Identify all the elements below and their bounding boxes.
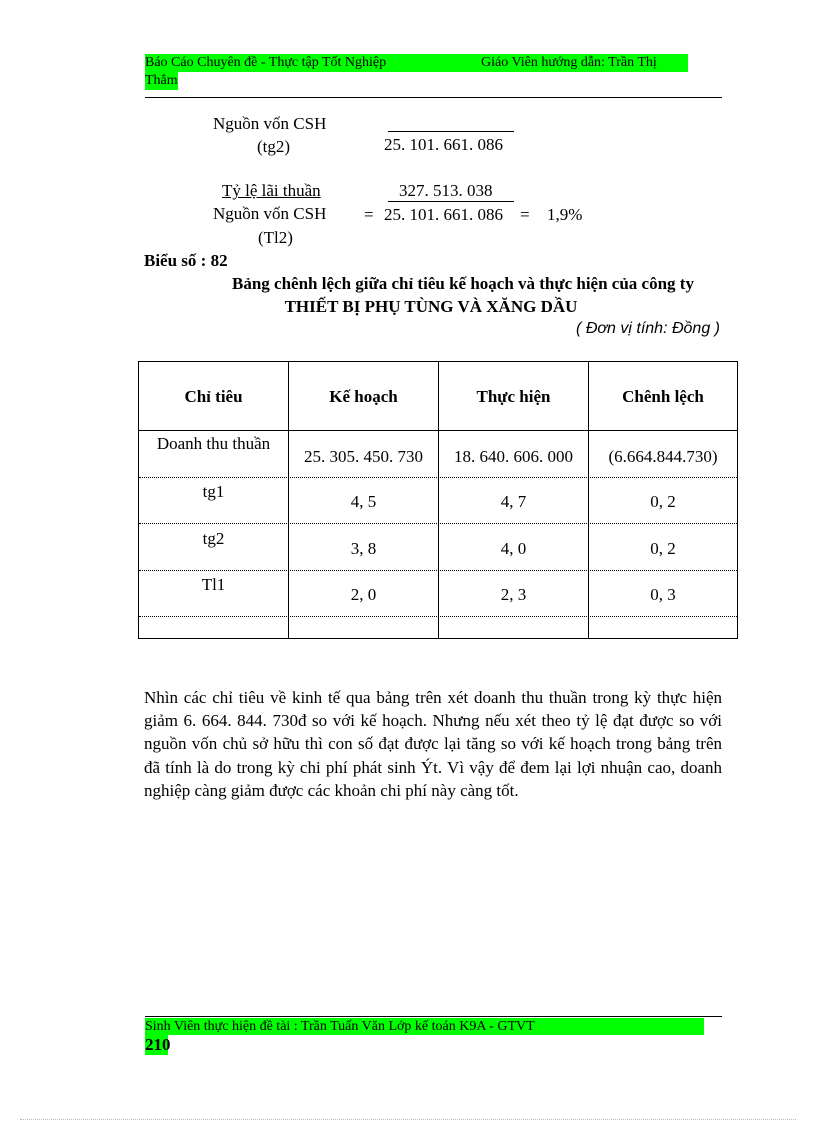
table-cell: 18. 640. 606. 000	[454, 447, 573, 466]
formula2-fraction-bar	[388, 201, 514, 202]
formula2-result: 1,9%	[547, 205, 583, 224]
formula1-name: (tg2)	[257, 137, 291, 156]
header-left-text: Báo Cáo Chuyên đề - Thực tập Tốt Nghiệp	[145, 55, 387, 70]
table-cell: (6.664.844.730)	[608, 447, 718, 466]
table-cell: 4, 7	[500, 492, 527, 511]
footer-text: Sinh Viên thực hiện đề tài : Trần Tuấn Văn Lớp kế toán K9A - GTVT	[145, 1018, 704, 1035]
formula2-equals1: =	[364, 205, 374, 224]
formula2-numerator-value: 327. 513. 038	[399, 181, 493, 200]
table-cell: Doanh thu thuần	[156, 434, 271, 453]
footer-rule	[145, 1016, 722, 1017]
row-divider	[139, 523, 737, 524]
table-cell: 4, 0	[500, 539, 527, 558]
header-rule	[145, 97, 722, 98]
table-label: Biểu số : 82	[144, 251, 228, 270]
table-cell: 2, 0	[350, 585, 377, 604]
table-cell: 3, 8	[350, 539, 377, 558]
formula2-name: (Tl2)	[258, 228, 293, 247]
table-cell: tg1	[202, 482, 225, 501]
formula2-equals2: =	[520, 205, 530, 224]
table-cell: 0, 3	[650, 585, 676, 604]
table-title-line2: THIẾT BỊ PHỤ TÙNG VÀ XĂNG DẦU	[284, 297, 578, 316]
table-header: Chênh lệch	[622, 387, 704, 406]
formula1-denominator-value: 25. 101. 661. 086	[384, 135, 503, 154]
table-header: Chỉ tiêu	[184, 387, 243, 406]
table-cell: 4, 5	[350, 492, 377, 511]
header-right-text: Giáo Viên hướng dẫn: Trần Thị	[481, 55, 657, 70]
table-cell: 25. 305. 450. 730	[304, 447, 423, 466]
header-right-text-cont: Thắm	[145, 73, 178, 88]
formula2-numerator-label: Tỷ lệ lãi thuần	[222, 181, 321, 200]
page-number: 210	[145, 1035, 171, 1054]
table-title-line1: Bảng chênh lệch giữa chỉ tiêu kế hoạch và thực hiện của công ty	[232, 274, 694, 293]
formula2-denominator-value: 25. 101. 661. 086	[384, 205, 503, 224]
table-header: Thực hiện	[476, 387, 551, 406]
table-cell: 0, 2	[650, 539, 676, 558]
row-divider	[139, 477, 737, 478]
header-divider	[139, 430, 737, 431]
formula1-denominator-label: Nguồn vốn CSH	[213, 114, 327, 133]
formula2-denominator-label: Nguồn vốn CSH	[213, 204, 327, 223]
body-paragraph: Nhìn các chỉ tiêu về kinh tế qua bảng trên xét doanh thu thuần trong kỳ thực hiện giảm 6. 664. 844. 730đ so với kế hoạch. Nhưng nếu xét theo tỷ lệ đạt được so với nguồn vốn chủ sở hữu thì con số đạt được lại tăng so với kế hoạch trong bảng trên đã tính là do trong kỳ chi phí phát sinh Ýt. Vì vậy để đem lại lợi nhuận cao, doanh nghiệp càng giảm được các khoản chi phí này càng tốt.	[144, 688, 722, 800]
page-edge	[20, 1119, 796, 1120]
table-cell: 2, 3	[500, 585, 527, 604]
header-line	[145, 54, 688, 72]
comparison-table	[138, 361, 738, 639]
table-header: Kế hoạch	[329, 387, 398, 406]
table-cell: 0, 2	[650, 492, 676, 511]
table-cell: tg2	[202, 529, 225, 548]
table-cell: Tl1	[201, 575, 226, 594]
row-divider	[139, 570, 737, 571]
table-unit: ( Đơn vị tính: Đồng )	[576, 320, 720, 337]
row-divider	[139, 616, 737, 617]
formula1-fraction-bar	[388, 131, 514, 132]
